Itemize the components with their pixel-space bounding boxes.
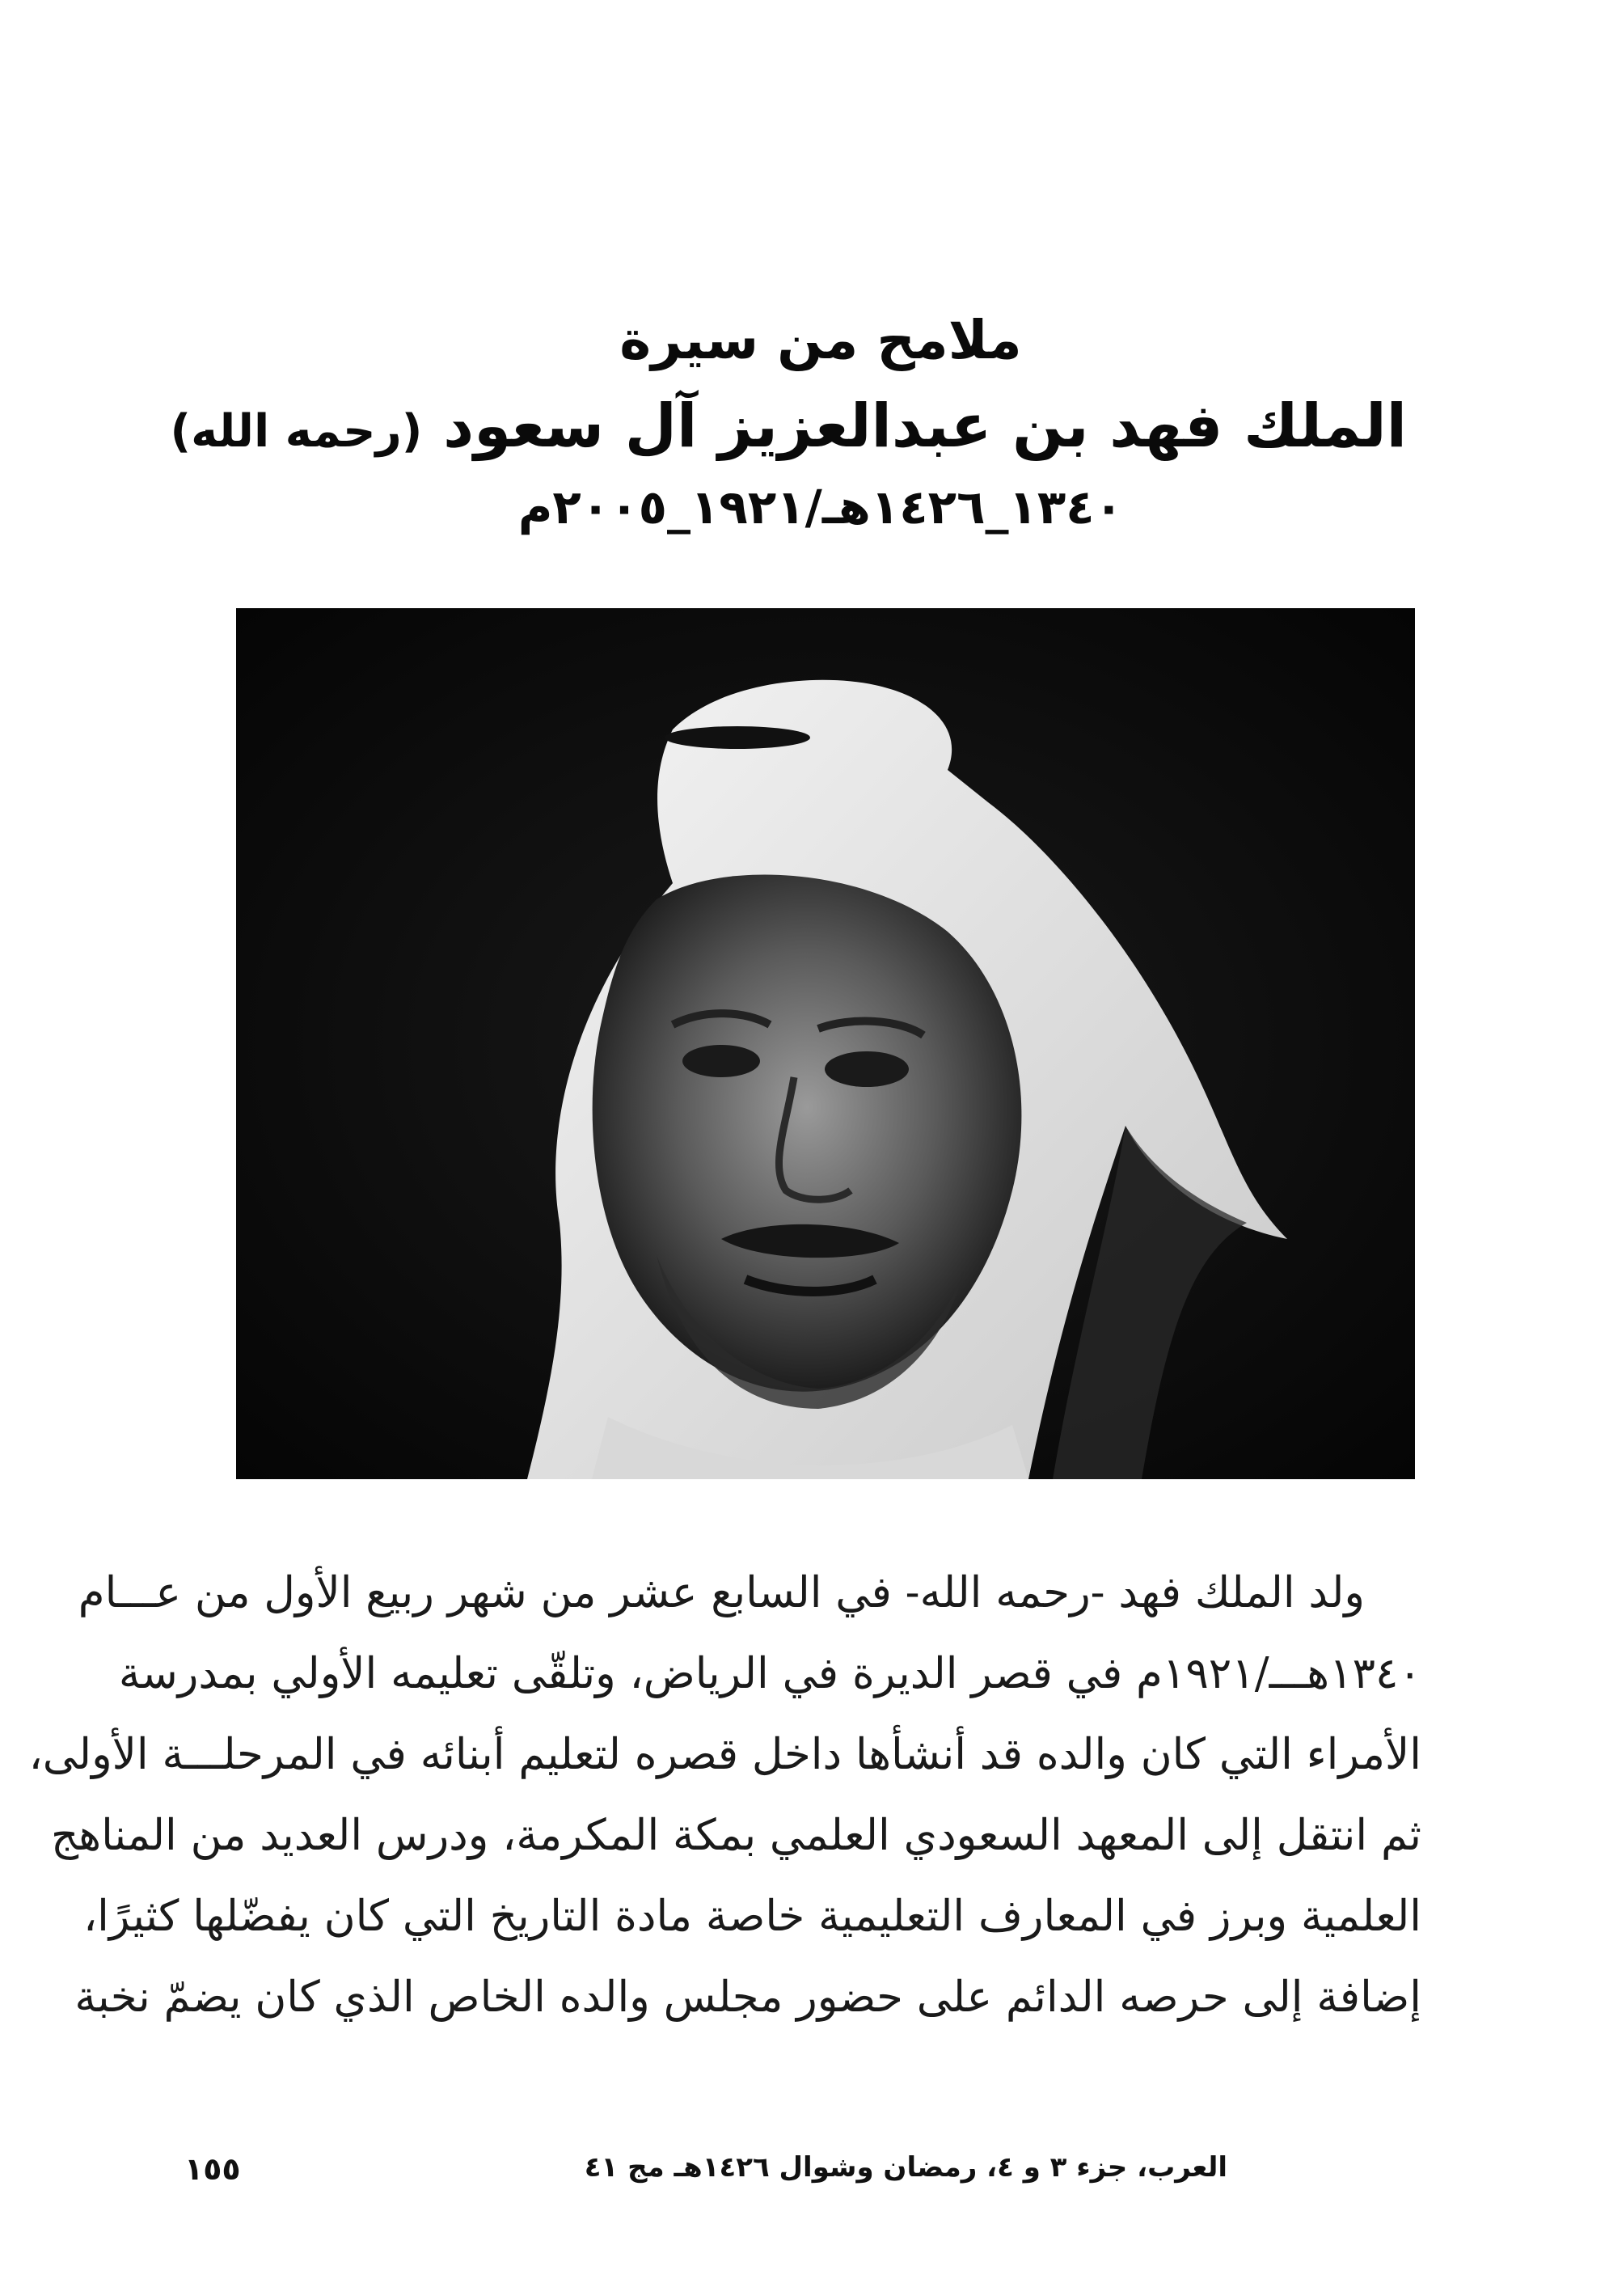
title-suffix: (رحمه الله) [170, 404, 423, 458]
portrait-photo [236, 608, 1415, 1479]
body-line: ١٣٤٠هـــ/١٩٢١م في قصر الديرة في الرياض، وتلقّى تعليمه الأولي بمدرسة [118, 1649, 1421, 1698]
title-line-1: ملامح من سيرة [619, 309, 1022, 371]
page-number: ١٥٥ [184, 2151, 241, 2187]
title-name: الملك فهد بن عبدالعزيز آل سعود [443, 391, 1407, 461]
title-line-2 [170, 389, 1407, 464]
portrait-photo-icon [236, 608, 1415, 1479]
article-title [170, 307, 1407, 537]
journal-citation: العرب، جزء ٣ و ٤، رمضان وشوال ١٤٢٦هـ مج ٤١ [584, 2151, 1227, 2184]
body-line: العلمية وبرز في المعارف التعليمية خاصة مادة التاريخ التي كان يفضّلها كثيرًا، [83, 1892, 1421, 1941]
article-body [28, 1553, 1421, 2038]
body-line: ثم انتقل إلى المعهد السعودي العلمي بمكة المكرمة، ودرس العديد من المناهج [50, 1811, 1421, 1860]
body-line: ولد الملك فهد -رحمه الله- في السابع عشر من شهر ربيع الأول من عـــام [78, 1568, 1365, 1617]
title-dates: ١٣٤٠_١٤٢٦هـ/١٩٢١_٢٠٠٥م [517, 480, 1124, 535]
body-line: إضافة إلى حرصه الدائم على حضور مجلس والده الخاص الذي كان يضمّ نخبة [74, 1973, 1421, 2022]
page-footer [184, 2151, 1421, 2200]
body-line: الأمراء التي كان والده قد أنشأها داخل قصره لتعليم أبنائه في المرحلـــة الأولى، [28, 1730, 1421, 1779]
